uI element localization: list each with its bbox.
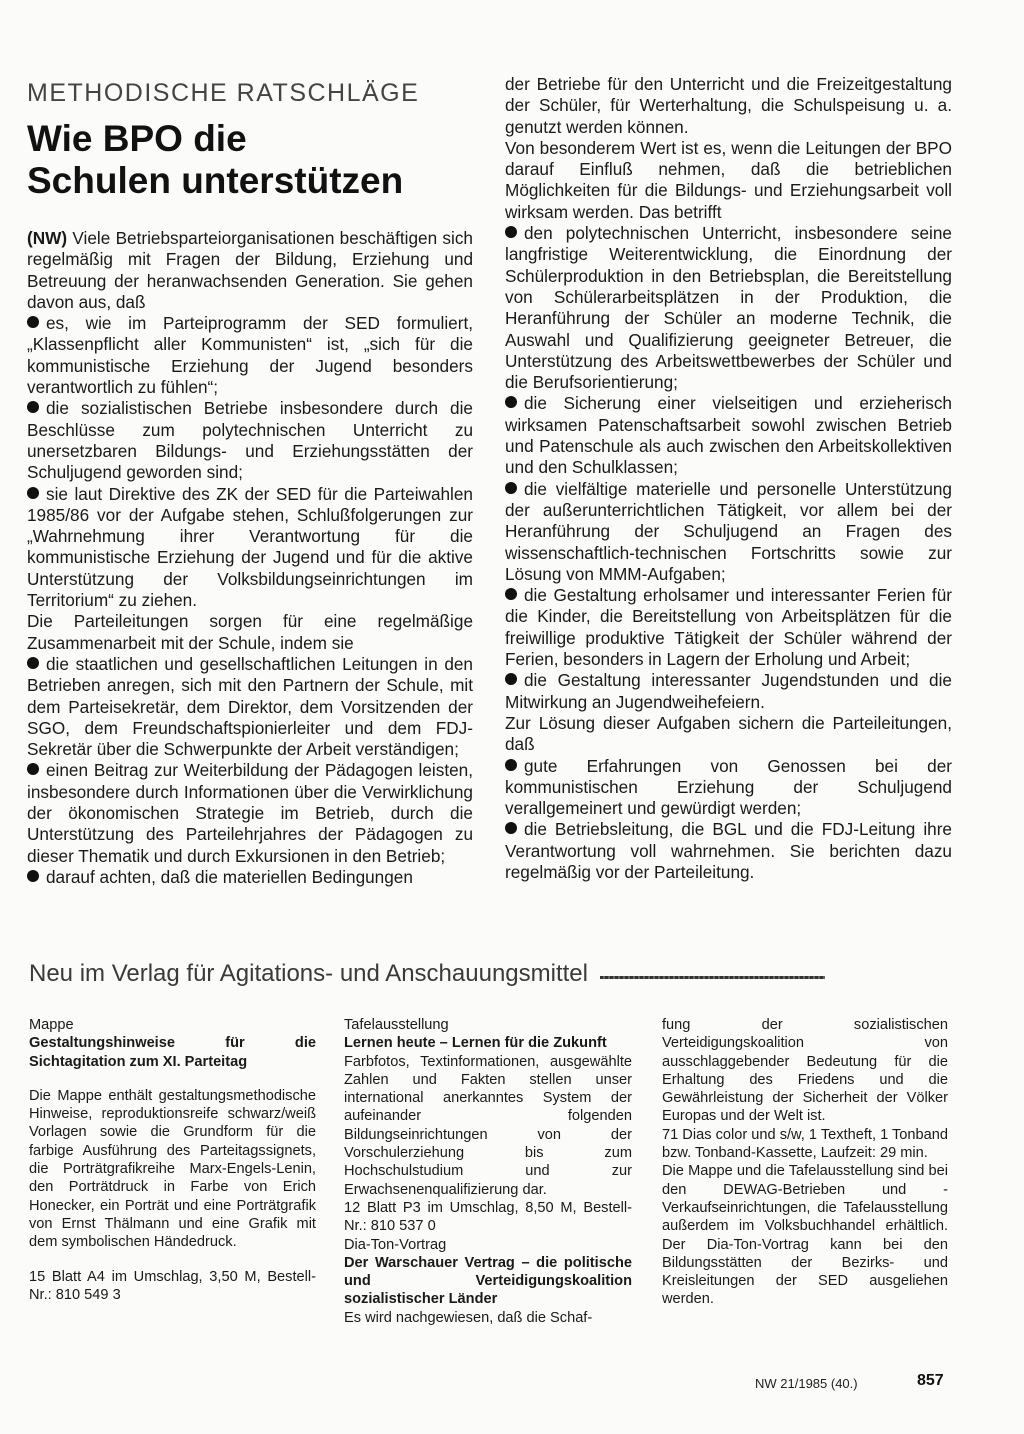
- bullet-paragraph: [27, 313, 473, 398]
- product-text: 12 Blatt P3 im Umschlag, 8,50 M, Bestell-Nr.: 810 537 0: [344, 1199, 632, 1235]
- product-text: Farbfotos, Textinformationen, ausgewählte Zahlen und Fakten stellen unser international anerkanntes System der aufeinander folgenden Bildungseinrichtungen von der Vorschulerziehung bis zum Hochschulstudium und zur Erwachsenenqualifizierung dar.: [344, 1053, 632, 1198]
- bullet-paragraph: [27, 484, 473, 612]
- bullet-text: einen Beitrag zur Weiterbildung der Pädagogen leisten, insbesondere durch Informationen über die Verwirklichung der ökonomischen Strategie im Betrieb, durch die Unterstützung des Parteilehrjahres der Pädagogen zu dieser Thematik und durch Exkursionen in den Betrieb;: [27, 760, 473, 866]
- bullet-icon: [27, 316, 39, 328]
- bullet-icon: [505, 226, 517, 238]
- product-text: fung der sozialistischen Verteidigungskoalition von ausschlaggebender Bedeutung für die Erhaltung des Friedens und die Gewährleistung der Sicherheit der Völker Europas und der Welt ist.: [662, 1017, 948, 1125]
- title-rule: [600, 976, 825, 979]
- spacer: [29, 1252, 316, 1268]
- product-text: 15 Blatt A4 im Umschlag, 3,50 M, Bestell-Nr.: 810 549 3: [29, 1268, 316, 1303]
- bullet-icon: [505, 396, 517, 408]
- bullet-text: die staatlichen und gesellschaftlichen Leitungen in den Betrieben anregen, sich mit den Partnern der Schule, mit dem Parteisekretär, dem Direktor, dem Vorsitzenden der SGO, dem Freundschaftspionierleiter und dem FDJ-Sekretär über die Schwerpunkte der Arbeit verständigen;: [27, 653, 473, 760]
- verlag-column-1: [29, 1016, 316, 1304]
- article-headline: [27, 118, 473, 202]
- intro-text: Viele Betriebsparteiorganisationen beschäftigen sich regelmäßig mit Fragen der Bildung, Erziehung und Betreuung der heranwachsenden Generation. Sie gehen davon aus, daß: [27, 228, 473, 312]
- verlag-title-text: Neu im Verlag für Agitations- und Anschauungsmittel: [29, 960, 588, 987]
- bullet-icon: [27, 657, 39, 669]
- verlag-section-title: [29, 958, 979, 990]
- article-left-body: [27, 228, 473, 888]
- issue-reference: NW 21/1985 (40.): [755, 1376, 858, 1391]
- bullet-text: die Sicherung einer vielseitigen und erzieherisch wirksamen Patenschaftsarbeit sowohl zwischen Betrieb und Patenschule als auch zwischen den Arbeitskollektiven und den Schulklassen;: [505, 393, 952, 478]
- bullet-text: die Gestaltung interessanter Jugendstunden und die Mitwirkung an Jugendweihefeiern.: [505, 670, 952, 712]
- bullet-paragraph: [505, 670, 952, 713]
- bullet-icon: [27, 487, 39, 499]
- product-text: 71 Dias color und s/w, 1 Textheft, 1 Tonband bzw. Tonband-Kassette, Laufzeit: 29 min.: [662, 1126, 948, 1162]
- bullet-paragraph: [505, 223, 952, 393]
- body-paragraph: der Betriebe für den Unterricht und die Freizeitgestaltung der Schüler, für Werterhaltung, die Schulspeisung u. a. genutzt werden können.: [505, 74, 952, 137]
- bullet-icon: [27, 870, 39, 882]
- body-paragraph: Von besonderem Wert ist es, wenn die Leitungen der BPO darauf Einfluß nehmen, daß die betrieblichen Möglichkeiten für die Bildungs- und Erziehungsarbeit voll wirksam werden. Das betrifft: [505, 137, 952, 222]
- bullet-paragraph: [27, 398, 473, 483]
- verlag-column-2: [344, 1016, 632, 1327]
- intro-paragraph: [27, 228, 473, 313]
- bullet-paragraph: [505, 756, 952, 820]
- bullet-icon: [505, 482, 517, 494]
- bullet-text: die sozialistischen Betriebe insbesondere durch die Beschlüsse zum polytechnischen Unterricht zu unersetzbaren Bildungs- und Erziehungsstätten der Schuljugend geworden sind;: [27, 398, 473, 483]
- product-text: Die Mappe und die Tafelausstellung sind bei den DEWAG-Betrieben und -Verkaufseinrichtungen, die Tafelausstellung außerdem im Volksbuchhandel erhältlich. Der Dia-Ton-Vortrag kann bei den Bildungsstätten der Bezirks- und Kreisleitungen der SED ausgeliehen werden.: [662, 1163, 948, 1308]
- article-kicker: METHODISCHE RATSCHLÄGE: [27, 79, 420, 107]
- bullet-text: die Betriebsleitung, die BGL und die FDJ-Leitung ihre Verantwortung voll wahrnehmen. Sie berichten dazu regelmäßig vor der Parteileitung.: [505, 819, 952, 882]
- bullet-icon: [505, 759, 517, 771]
- headline-line-1: Wie BPO die: [27, 118, 247, 159]
- article-left-column: [27, 78, 473, 888]
- product-text: Tafelausstellung: [344, 1017, 449, 1033]
- bullet-paragraph: [505, 393, 952, 478]
- bullet-icon: [27, 401, 39, 413]
- bullet-text: die Gestaltung erholsamer und interessanter Ferien für die Kinder, die Bereitstellung von Arbeitsplätzen für die freiwillige produktive Tätigkeit der Schüler während der Ferien, besonders in Lagern der Erholung und Arbeit;: [505, 585, 952, 670]
- product-title: Lernen heute – Lernen für die Zukunft: [344, 1035, 607, 1052]
- bullet-paragraph: [505, 585, 952, 670]
- page-number: 857: [917, 1372, 944, 1389]
- verlag-column-3: [662, 1016, 948, 1309]
- article-right-column: [505, 74, 952, 883]
- bullet-paragraph: [27, 867, 473, 888]
- bullet-text: es, wie im Parteiprogramm der SED formuliert, „Klassenpflicht aller Kommunisten“ ist, „sich für die kommunistische Erziehung der Jugend besonders verantwortlich zu fühlen“;: [27, 313, 473, 398]
- headline-line-2: Schulen unterstützen: [27, 160, 404, 201]
- spacer: [29, 1071, 316, 1087]
- body-paragraph: Die Parteileitungen sorgen für eine regelmäßige Zusammenarbeit mit der Schule, indem sie: [27, 611, 473, 653]
- product-text: Die Mappe enthält gestaltungsmethodische Hinweise, reproduktionsreife schwarz/weiß Vorlagen sowie die Grundform für die farbige Ausführung des Parteitagssignets, die Porträtgrafikreihe Marx-Engels-Lenin, den Porträtdruck in Farbe von Erich Honecker, ein Porträt und eine Porträtgrafik von Ernst Thälmann und eine Grafik mit dem symbolischen Händedruck.: [29, 1087, 316, 1251]
- bullet-text: die vielfältige materielle und personelle Unterstützung der außerunterrichtlichen Tätigkeit, vor allem bei der Heranführung der Schuljugend an Fragen des wissenschaftlich-technischen Fortschritts sowie zur Lösung von MMM-Aufgaben;: [505, 478, 952, 584]
- product-text: Mappe: [29, 1017, 74, 1033]
- product-title: Der Warschauer Vertrag – die politische und Verteidigungskoalition sozialistischer Länder: [344, 1254, 632, 1308]
- bullet-icon: [505, 588, 517, 600]
- bullet-paragraph: [505, 819, 952, 883]
- bullet-icon: [27, 763, 39, 775]
- bullet-text: den polytechnischen Unterricht, insbesondere seine langfristige Weiterentwicklung, die Einordnung der Schülerproduktion in den Betriebsplan, die Bereitstellung von Schülerarbeitsplätzen in der Produktion, die Heranführung der Schüler an moderne Technik, die Auswahl und Qualifizierung geeigneter Betreuer, die Unterstützung des Arbeitswettbewerbes der Schüler und die Berufsorientierung;: [505, 223, 952, 393]
- product-text: Dia-Ton-Vortrag: [344, 1236, 447, 1253]
- bullet-text: gute Erfahrungen von Genossen bei der kommunistischen Erziehung der Schuljugend verallgemeinert und gewürdigt werden;: [505, 755, 952, 819]
- product-text: Es wird nachgewiesen, daß die Schaf-: [344, 1309, 593, 1326]
- source-tag: (NW): [27, 228, 68, 248]
- product-title: Gestaltungshinweise für die Sichtagitation zum XI. Parteitag: [29, 1035, 316, 1070]
- bullet-paragraph: [505, 479, 952, 585]
- bullet-text: darauf achten, daß die materiellen Bedingungen: [46, 866, 413, 887]
- bullet-paragraph: [27, 760, 473, 866]
- bullet-paragraph: [27, 654, 473, 760]
- bullet-icon: [505, 673, 517, 685]
- body-paragraph: Zur Lösung dieser Aufgaben sichern die Parteileitungen, daß: [505, 712, 952, 755]
- bullet-text: sie laut Direktive des ZK der SED für die Parteiwahlen 1985/86 vor der Aufgabe stehen, Schlußfolgerungen zur „Wahrnehmung ihrer Verantwortung für die kommunistische Erziehung der Jugend und für die aktive Unterstützung der Volksbildungseinrichtungen im Territorium“ zu ziehen.: [27, 483, 473, 611]
- article-right-body: [505, 74, 952, 883]
- bullet-icon: [505, 822, 517, 834]
